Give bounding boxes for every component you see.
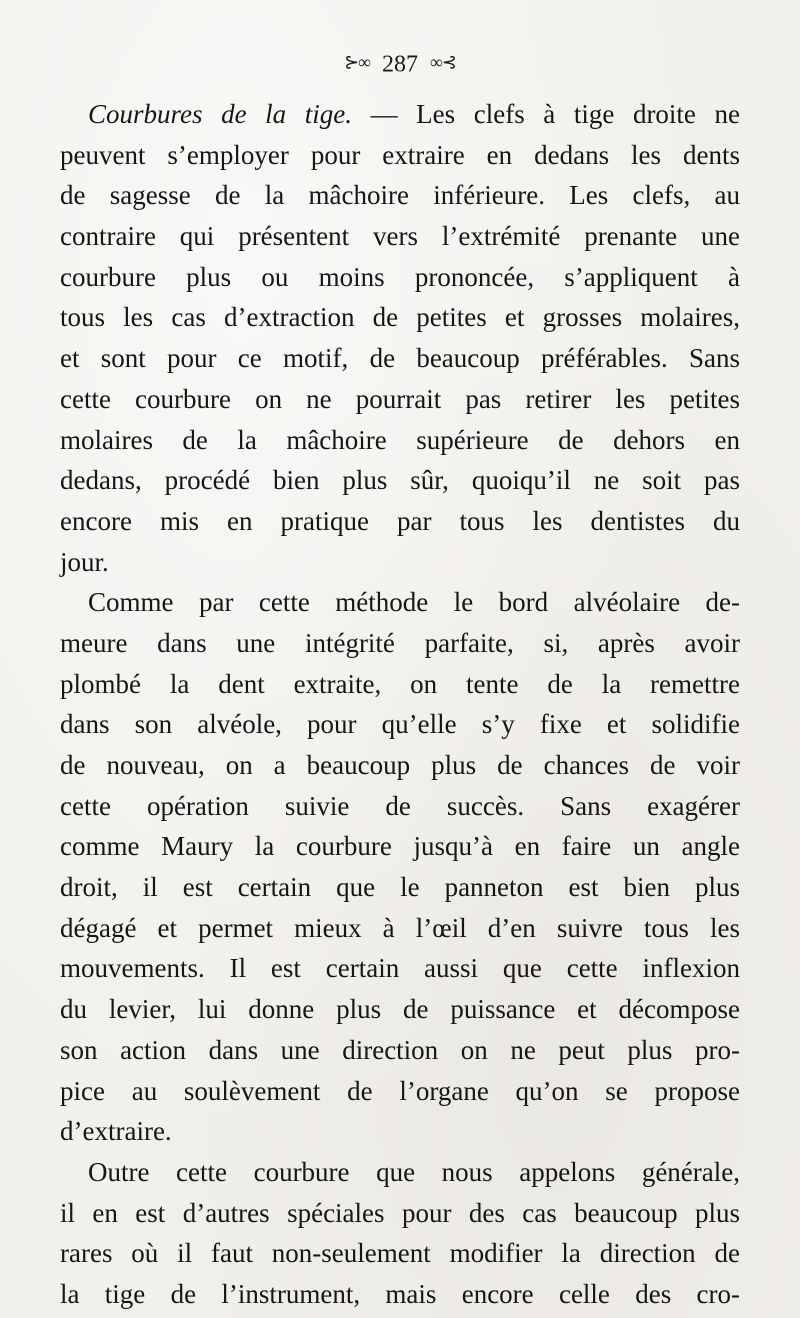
ornament-right: ∞⊰ [430,52,456,73]
text-line: mouvements. Il est certain aussi que cette inflexion [60,953,740,984]
text-line: pice au soulèvement de l’organe qu’on se propose [60,1075,740,1106]
text-line: encore mis en pratique par tous les dentistes du [60,505,740,536]
text-line: et sont pour ce motif, de beaucoup préférables. Sans [60,343,740,374]
text-line: son action dans une direction on ne peut plus pro- [60,1034,740,1065]
text-line: cette opération suivie de succès. Sans exagérer [60,790,740,821]
page-header [0,48,800,79]
text-line: Outre cette courbure que nous appelons générale, [88,1156,740,1187]
text-line: droit, il est certain que le panneton est bien plus [60,872,740,903]
text-line: dégagé et permet mieux à l’œil d’en suivre tous les [60,912,740,943]
text-line: la tige de l’instrument, mais encore celle des cro- [60,1278,740,1309]
text-line: jour. [60,546,109,577]
section-heading: Courbures de la tige. [88,99,352,129]
text-line: il en est d’autres spéciales pour des cas beaucoup plus [60,1197,740,1228]
body-text [60,94,740,1315]
text-line: peuvent s’employer pour extraire en dedans les dents [60,139,740,170]
text-line: de nouveau, on a beaucoup plus de chances de voir [60,750,740,780]
text-line: cette courbure on ne pourrait pas retirer les petites [60,383,740,414]
text-line: dans son alvéole, pour qu’elle s’y fixe et solidifie [60,709,740,740]
page-number: 287 [382,51,418,78]
text-line: dedans, procédé bien plus sûr, quoiqu’il ne soit pas [60,465,740,496]
text-line: tous les cas d’extraction de petites et grosses molaires, [60,302,740,333]
text-line: molaires de la mâchoire supérieure de dehors en [60,424,740,455]
paragraph [60,94,740,582]
text-line [60,94,740,135]
text-line: comme Maury la courbure jusqu’à en faire un angle [60,831,740,862]
text-line: contraire qui présentent vers l’extrémité prenante une [60,221,740,252]
text-line: du levier, lui donne plus de puissance et décompose [60,994,740,1025]
paragraph [60,582,740,1152]
text-line: de sagesse de la mâchoire inférieure. Les clefs, au [60,180,740,211]
ornament-left: ⊱∞ [344,52,370,73]
text-line: Comme par cette méthode le bord alvéolaire de- [88,587,740,618]
text-line: rares où il faut non-seulement modifier la direction de [60,1238,740,1269]
text-line: meure dans une intégrité parfaite, si, après avoir [60,627,740,658]
text-run: — Les clefs à tige droite ne [352,99,740,129]
text-line: d’extraire. [60,1116,172,1147]
text-line: courbure plus ou moins prononcée, s’appliquent à [60,261,740,292]
paragraph [60,1152,740,1315]
text-line: plombé la dent extraite, on tente de la remettre [60,668,740,699]
